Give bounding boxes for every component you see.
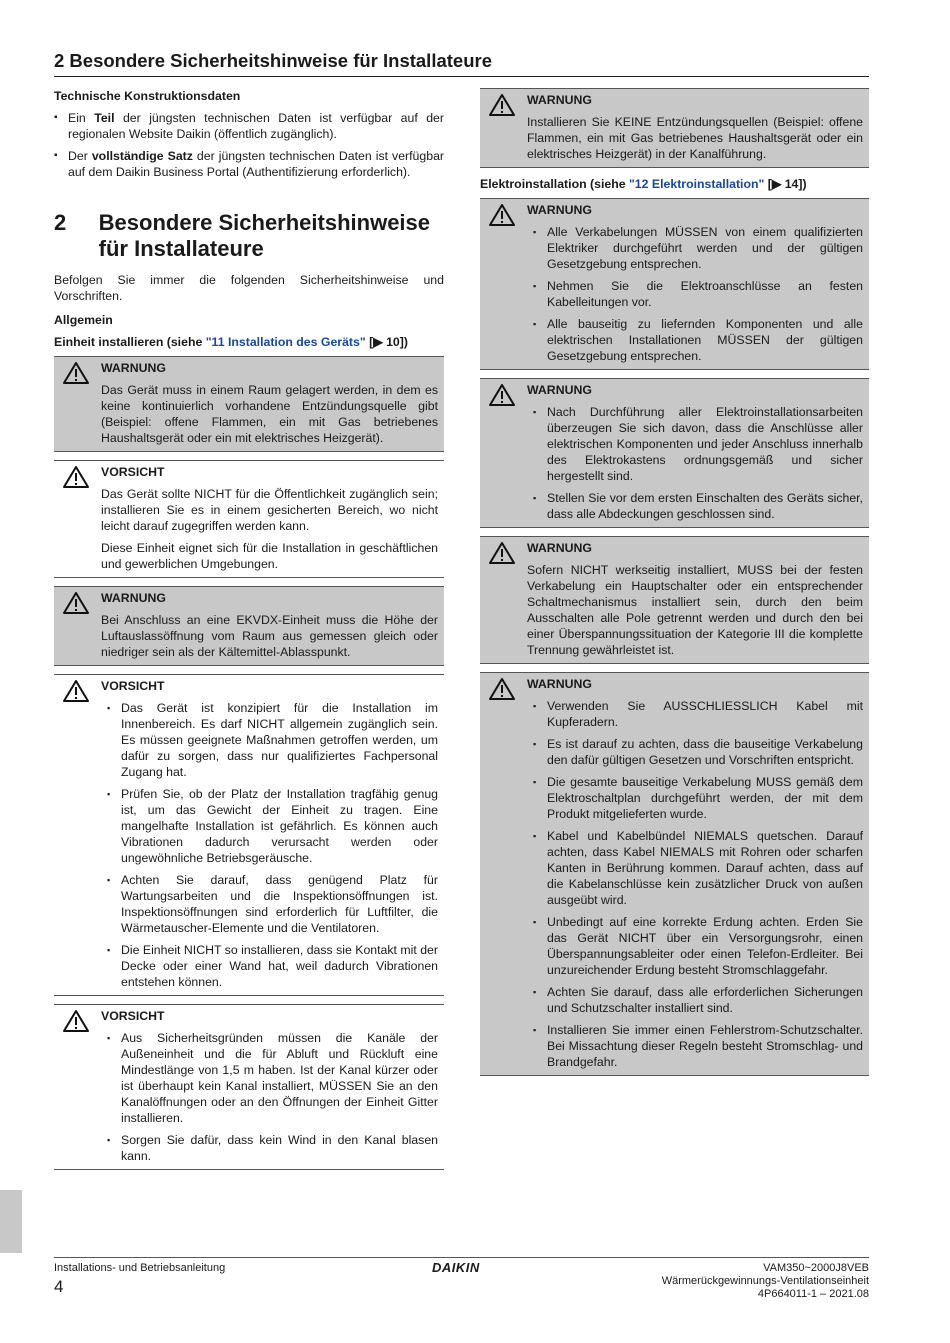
list-item: ▪ Achten Sie darauf, dass alle erforderlichen Sicherungen und Schutzschalter installiert sind. — [527, 984, 863, 1016]
box-text: Das Gerät sollte NICHT für die Öffentlichkeit zugänglich sein; installieren Sie es in einem gesicherten Bereich, wo nicht leicht darauf zugegriffen werden kann. — [101, 487, 438, 533]
warning-box — [54, 356, 444, 452]
section-title-text: Besondere Sicherheitshinweise für Installateure — [98, 210, 431, 261]
list-item: ▪ Achten Sie darauf, dass genügend Platz für Wartungsarbeiten und die Inspektionsöffnungen ist. Inspektionsöffnungen sind erforderlich für Luftfilter, die Wärmetauscher-Elemente und die Ventilatoren. — [101, 872, 438, 936]
daikin-logo: DAIKIN — [432, 1260, 480, 1275]
warning-box — [480, 378, 869, 528]
footer-doc-code: 4P664011-1 – 2021.08 — [757, 1288, 869, 1300]
list-item: ▪ Sorgen Sie dafür, dass kein Wind in den Kanal blasen kann. — [101, 1132, 438, 1164]
install-link[interactable]: "11 Installation des Geräts" — [205, 335, 366, 349]
box-title: VORSICHT — [101, 1009, 165, 1023]
list-item: ▪ Aus Sicherheitsgründen müssen die Kanäle der Außeneinheit und die für Abluft und Rückluft eine Mindestlänge von 1,5 m haben. Ist der Kanal kürzer oder ist überhaupt kein Kanal installiert, MÜSSEN Sie an den Kanalöffnungen oder an den Öffnungen der Einheit Gitter installieren. — [101, 1030, 438, 1126]
caution-box — [54, 460, 444, 578]
box-title: VORSICHT — [101, 679, 165, 693]
warning-triangle-icon — [488, 677, 516, 701]
box-text: Bei Anschluss an eine EKVDX-Einheit muss die Höhe der Luftauslassöffnung vom Raum aus gemessen gleich oder niedriger sein als der Kältemittel-Ablasspunkt. — [101, 613, 438, 659]
warning-triangle-icon — [62, 591, 90, 615]
box-text: Diese Einheit eignet sich für die Installation in geschäftlichen und gewerblichen Umgebungen. — [101, 541, 438, 571]
footer — [54, 1257, 869, 1300]
footer-doc-type: Installations- und Betriebsanleitung — [54, 1262, 226, 1274]
warning-triangle-icon — [62, 465, 90, 489]
page-header: 2 Besondere Sicherheitshinweise für Installateure — [54, 50, 869, 77]
elec-heading: Elektroinstallation (siehe "12 Elektroinstallation" [▶ 14]) — [480, 177, 807, 191]
warning-triangle-icon — [488, 93, 516, 117]
warning-box — [480, 536, 869, 664]
list-item: ▪ Kabel und Kabelbündel NIEMALS quetschen. Darauf achten, dass Kabel NIEMALS mit Rohren oder scharfen Kanten in Berührung kommen. Darauf achten, dass auf die Kabelanschlüsse kein zusätzlicher Druck von außen ausgeübt wird. — [527, 828, 863, 908]
list-item: ▪ Installieren Sie immer einen Fehlerstrom-Schutzschalter. Bei Missachtung dieser Regeln besteht Stromschlag- und Brandgefahr. — [527, 1022, 863, 1070]
box-title: WARNUNG — [527, 203, 592, 217]
warning-triangle-icon — [62, 679, 90, 703]
list-item: ▪ Stellen Sie vor dem ersten Einschalten des Geräts sicher, dass alle Abdeckungen geschlossen sind. — [527, 490, 863, 522]
install-heading: Einheit installieren (siehe "11 Installation des Geräts" [▶ 10]) — [54, 335, 408, 349]
list-item: ▪ Es ist darauf zu achten, dass die bauseitige Verkabelung den dafür gültigen Gesetzen und Vorschriften entspricht. — [527, 736, 863, 768]
box-text: Installieren Sie KEINE Entzündungsquellen (Beispiel: offene Flammen, ein mit Gas betriebenes Haushaltsgerät oder ein elektrisches Heizgerät) in der Kanalführung. — [527, 115, 863, 161]
box-title: WARNUNG — [527, 677, 592, 691]
list-item: ▪ Alle Verkabelungen MÜSSEN von einem qualifizierten Elektriker durchgeführt werden und der gültigen Gesetzgebung entsprechen. — [527, 224, 863, 272]
box-title: WARNUNG — [101, 591, 166, 605]
list-item: ▪ Ein Teil der jüngsten technischen Daten ist verfügbar auf der regionalen Website Daikin (öffentlich zugänglich). — [54, 110, 444, 142]
intro-text: Befolgen Sie immer die folgenden Sicherheitshinweise und Vorschriften. — [54, 273, 444, 303]
footer-model: VAM350~2000J8VEB — [763, 1262, 869, 1274]
box-title: WARNUNG — [101, 361, 166, 375]
warning-box — [480, 198, 869, 370]
caution-box — [54, 1004, 444, 1170]
list-item: ▪ Prüfen Sie, ob der Platz der Installation tragfähig genug ist, um das Gewicht der Einheit zu tragen. Eine mangelhafte Installation ist gefährlich. Es können auch Vibrationen dadurch verursacht werden oder ungewöhnliche Betriebsgeräusche. — [101, 786, 438, 866]
box-list — [527, 224, 863, 364]
right-column — [480, 88, 869, 1084]
list-item: ▪ Der vollständige Satz der jüngsten technischen Daten ist verfügbar auf dem Daikin Business Portal (Authentifizierung erforderlich). — [54, 148, 444, 180]
box-title: WARNUNG — [527, 93, 592, 107]
warning-box — [480, 672, 869, 1076]
list-item: ▪ Das Gerät ist konzipiert für die Installation im Innenbereich. Es darf NICHT allgemein zugänglich sein. Es müssen geeignete Maßnahmen getroffen werden, um dafür zu sorgen, dass nur qualifiziertes Fachpersonal Zugang hat. — [101, 700, 438, 780]
warning-triangle-icon — [62, 361, 90, 385]
list-item: ▪ Die Einheit NICHT so installieren, dass sie Kontakt mit der Decke oder einer Wand hat, weil dadurch Vibrationen entstehen können. — [101, 942, 438, 990]
list-item: ▪ Verwenden Sie AUSSCHLIESSLICH Kabel mit Kupferadern. — [527, 698, 863, 730]
footer-info — [662, 1262, 869, 1301]
warning-triangle-icon — [62, 1009, 90, 1033]
box-list — [527, 698, 863, 1070]
page-number: 4 — [54, 1277, 64, 1296]
elec-link[interactable]: "12 Elektroinstallation" — [628, 177, 765, 191]
section-title — [54, 210, 444, 262]
warning-triangle-icon — [488, 203, 516, 227]
box-title: WARNUNG — [527, 383, 592, 397]
warning-box — [480, 88, 869, 168]
tech-list — [54, 110, 444, 180]
list-item: ▪ Alle bauseitig zu liefernden Komponenten und alle elektrischen Installationen MÜSSEN der gültigen Gesetzgebung entsprechen. — [527, 316, 863, 364]
caution-box — [54, 674, 444, 996]
box-title: WARNUNG — [527, 541, 592, 555]
list-item: ▪ Nach Durchführung aller Elektroinstallationsarbeiten überzeugen Sie sich davon, dass die Anschlüsse aller elektrischen Komponenten und jeder Anschluss innerhalb des Elektrokastens ordnungsgemäß und sicher hergestellt sind. — [527, 404, 863, 484]
side-tab — [0, 1190, 22, 1253]
box-list — [527, 404, 863, 522]
box-list — [101, 700, 438, 990]
box-text: Sofern NICHT werkseitig installiert, MUSS bei der festen Verkabelung ein Hauptschalter oder ein entsprechender Schaltmechanismus installiert sein, durch den beim Ausschalten alle Pole getrennt werden und durch den bei einer Überspannungssituation der Kategorie III die komplette Trennung gewährleistet ist. — [527, 563, 863, 657]
warning-box — [54, 586, 444, 666]
list-item: ▪ Nehmen Sie die Elektroanschlüsse an festen Kabelleitungen vor. — [527, 278, 863, 310]
warning-triangle-icon — [488, 541, 516, 565]
left-column — [54, 88, 444, 1178]
tech-heading: Technische Konstruktionsdaten — [54, 89, 241, 103]
warning-triangle-icon — [488, 383, 516, 407]
box-list — [101, 1030, 438, 1164]
general-heading: Allgemein — [54, 313, 113, 327]
footer-product: Wärmerückgewinnungs-Ventilationseinheit — [661, 1275, 869, 1287]
section-number: 2 — [54, 210, 67, 235]
box-text: Das Gerät muss in einem Raum gelagert werden, in dem es keine kontinuierlich vorhandene Entzündungsquelle gibt (Beispiel: offene Flammen, ein mit Gas betriebenes Haushaltsgerät oder ein mit elektrisches Heizgerät). — [101, 383, 438, 445]
list-item: ▪ Unbedingt auf eine korrekte Erdung achten. Erden Sie das Gerät NICHT über ein Versorgungsrohr, einen Überspannungsableiter oder einen Telefon-Erdleiter. Bei unzureichender Erdung besteht Stromschlaggefahr. — [527, 914, 863, 978]
box-title: VORSICHT — [101, 465, 165, 479]
list-item: ▪ Die gesamte bauseitige Verkabelung MUSS gemäß dem Elektroschaltplan durchgeführt werden, der mit dem Produkt mitgelieferten wurde. — [527, 774, 863, 822]
